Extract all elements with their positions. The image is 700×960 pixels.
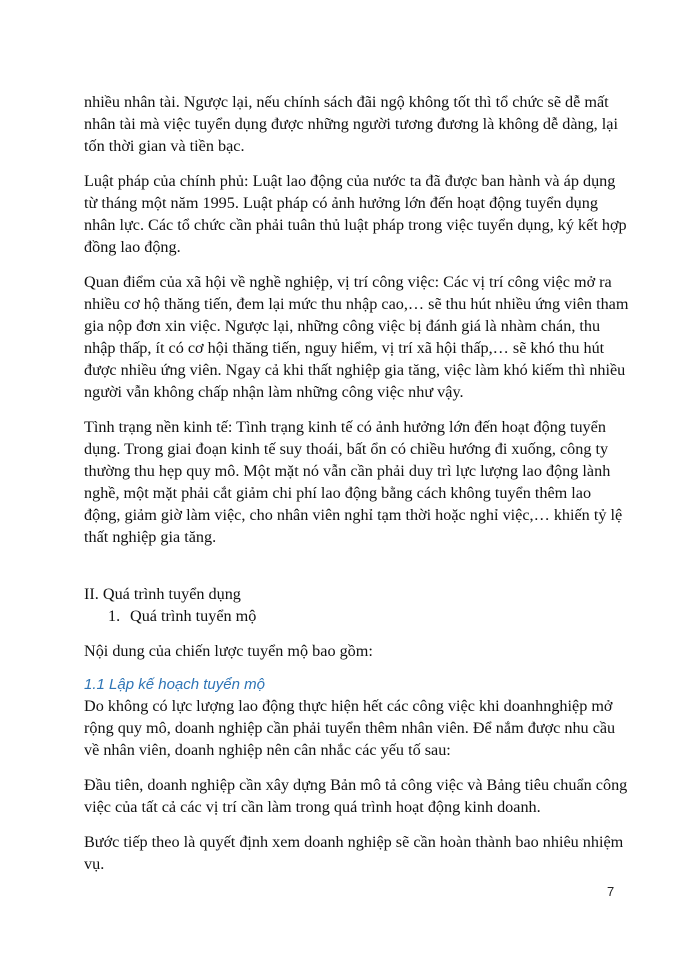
subsection-heading	[84, 605, 629, 627]
subsection-number: 1.	[108, 607, 121, 625]
paragraph-talent-policy: nhiều nhân tài. Ngược lại, nếu chính sách đãi ngộ không tốt thì tổ chức sẽ dễ mất nhân tài mà việc tuyển dụng được những người tương đương là không dễ dàng, lại tốn thời gian và tiền bạc.	[84, 93, 618, 155]
paragraph-economy: Tình trạng nền kinh tế: Tình trạng kinh tế có ảnh hưởng lớn đến hoạt động tuyển dụng. Trong giai đoạn kinh tế suy thoái, bất ổn có chiều hướng đi xuống, công ty thường thu hẹp quy mô. Một mặt nó vẫn cần phải duy trì lực lượng lao động lành nghề, một mặt phải cắt giảm chi phí lao động bằng cách không tuyển thêm lao động, giảm giờ làm việc, cho nhân viên nghỉ tạm thời hoặc nghỉ việc,… khiến tỷ lệ thất nghiệp gia tăng.	[84, 418, 623, 546]
paragraph-government-law: Luật pháp của chính phủ: Luật lao động của nước ta đã được ban hành và áp dụng từ tháng một năm 1995. Luật pháp có ảnh hưởng lớn đến hoạt động tuyển dụng nhân lực. Các tổ chức cần phải tuân thủ luật pháp trong việc tuyển dụng, ký kết hợp đồng lao động.	[84, 172, 627, 256]
intro-line: Nội dung của chiến lược tuyển mộ bao gồm:	[84, 642, 373, 660]
paragraph-job-description: Đầu tiên, doanh nghiệp cần xây dựng Bản mô tả công việc và Bảng tiêu chuẩn công việc của tất cả các vị trí cần làm trong quá trình hoạt động kinh doanh.	[84, 776, 628, 816]
paragraph-next-step: Bước tiếp theo là quyết định xem doanh nghiệp sẽ cần hoàn thành bao nhiêu nhiệm vụ.	[84, 833, 624, 873]
paragraph-social-view: Quan điểm của xã hội về nghề nghiệp, vị trí công việc: Các vị trí công việc mở ra nhiều cơ hộ thăng tiến, đem lại mức thu nhập cao,… sẽ thu hút nhiều ứng viên tham gia nộp đơn xin việc. Ngược lại, những công việc bị đánh giá là nhàm chán, thu nhập thấp, ít có cơ hội thăng tiến, nguy hiểm, vị trí xã hội thấp,… sẽ khó thu hút được nhiều ứng viên. Ngay cả khi thất nghiệp gia tăng, việc làm khó kiếm thì nhiều người vẫn không chấp nhận làm những công việc như vậy.	[84, 273, 629, 401]
subsection-title: Quá trình tuyển mộ	[130, 607, 257, 625]
page-number: 7	[607, 884, 615, 899]
section-spacer	[84, 561, 629, 583]
italic-subheading: 1.1 Lập kế hoạch tuyển mộ	[84, 676, 265, 693]
page-body	[84, 91, 629, 888]
section-heading: II. Quá trình tuyển dụng	[84, 585, 241, 603]
paragraph-expansion: Do không có lực lượng lao động thực hiện hết các công việc khi doanhnghiệp mở rộng quy mô, doanh nghiệp cần phải tuyển thêm nhân viên. Để nắm được nhu cầu về nhân viên, doanh nghiệp nên cân nhắc các yếu tố sau:	[84, 697, 616, 759]
